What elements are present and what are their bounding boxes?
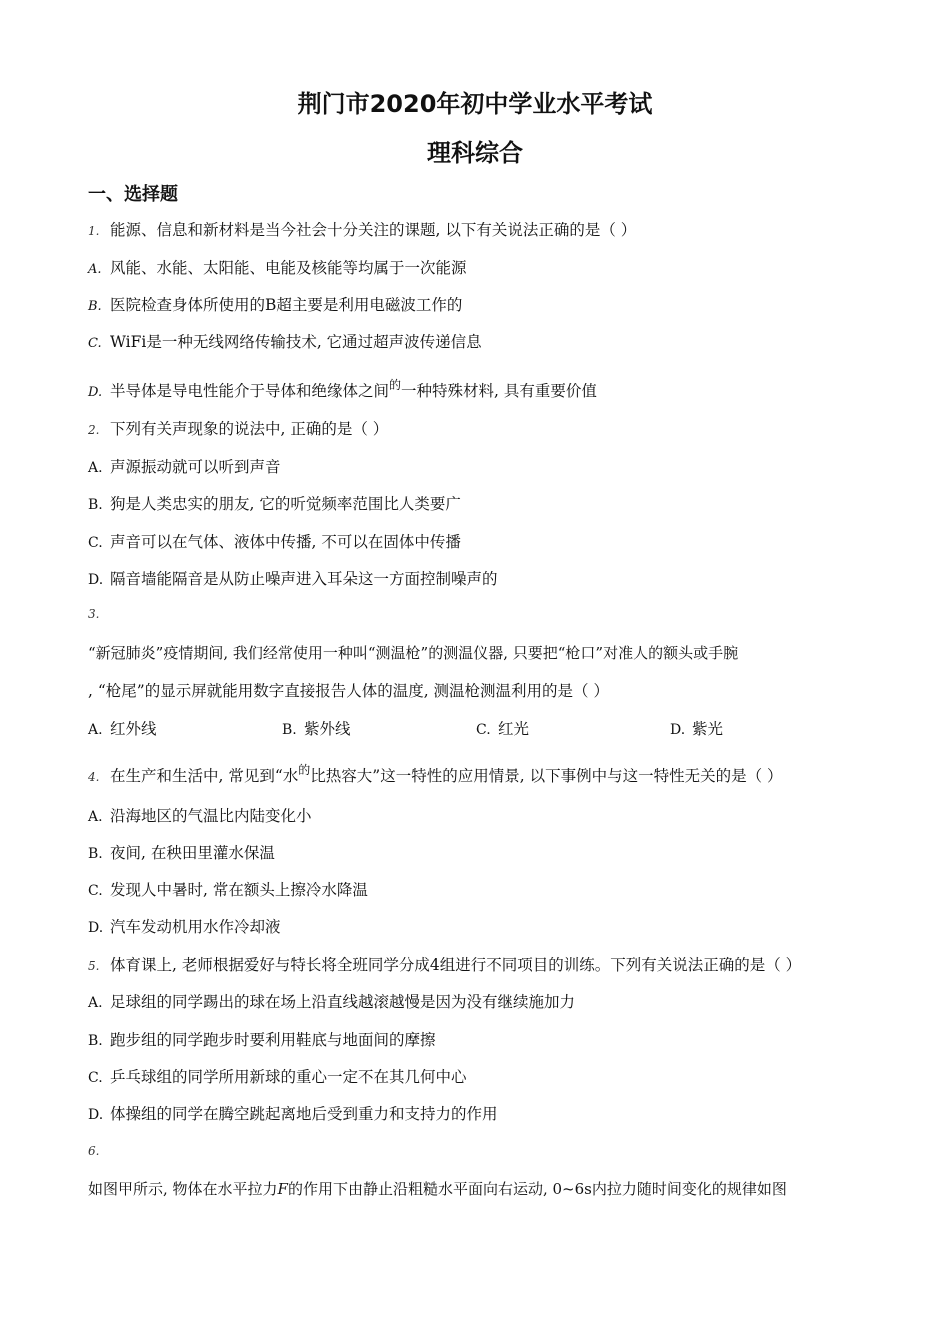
question-5-option-d: D. 体操组的同学在腾空跳起离地后受到重力和支持力的作用 (88, 1105, 498, 1123)
question-4-option-b: B. 夜间, 在秧田里灌水保温 (88, 844, 275, 862)
question-2-stem: 2. 下列有关声现象的说法中, 正确的是（ ） (88, 420, 389, 438)
question-5-stem: 5. 体育课上, 老师根据爱好与特长将全班同学分成4组进行不同项目的训练。下列有关说法正确的是（ ） (88, 956, 802, 974)
question-3-option-d: D. 紫光 (670, 720, 724, 738)
question-1-option-a: A. 风能、水能、太阳能、电能及核能等均属于一次能源 (88, 259, 467, 277)
question-2-option-b: B. 狗是人类忠实的朋友, 它的听觉频率范围比人类要广 (88, 495, 461, 513)
question-4-option-d: D. 汽车发动机用水作冷却液 (88, 918, 281, 936)
question-3-number: 3. (88, 607, 100, 621)
question-4-stem: 4. 在生产和生活中, 常见到“水$^的$比热容大”这一特性的应用情景, 以下事例中与这一特性无关的是（ ） (88, 763, 783, 785)
question-3-option-a: A. 红外线 (88, 720, 157, 738)
question-3-option-c: C. 红光 (476, 720, 530, 738)
question-4-option-a: A. 沿海地区的气温比内陆变化小 (88, 807, 312, 825)
question-1-option-b: B. 医院检查身体所使用的B超主要是利用电磁波工作的 (88, 296, 463, 314)
question-2-option-a: A. 声源振动就可以听到声音 (88, 458, 281, 476)
question-number: 5. (88, 959, 100, 973)
question-1-option-c: C. WiFi是一种无线网络传输技术, 它通过超声波传递信息 (88, 333, 482, 351)
question-3-stem-line2: , “枪尾”的显示屏就能用数字直接报告人体的温度, 测温枪测温利用的是（ ） (88, 682, 609, 700)
exam-title: 荆门市2020年初中学业水平考试 (297, 90, 653, 118)
question-4-option-c: C. 发现人中暑时, 常在额头上擦冷水降温 (88, 881, 368, 899)
question-number: 2. (88, 423, 100, 437)
question-3-stem-line1: “新冠肺炎”疫情期间, 我们经常使用一种叫“测温枪”的测温仪器, 只要把“枪口”对准人的额头或手腕 (88, 644, 739, 662)
exam-subtitle: 理科综合 (427, 139, 523, 167)
question-number: 1. (88, 224, 100, 238)
question-1-option-d: D. 半导体是导电性能介于导体和绝缘体之间$^的$一种特殊材料, 具有重要价值 (88, 378, 597, 400)
question-number: 4. (88, 770, 100, 784)
section-heading: 一、选择题 (88, 184, 178, 205)
question-5-option-c: C. 乒乓球组的同学所用新球的重心一定不在其几何中心 (88, 1068, 467, 1086)
question-5-option-b: B. 跑步组的同学跑步时要利用鞋底与地面间的摩擦 (88, 1031, 436, 1049)
question-5-option-a: A. 足球组的同学踢出的球在场上沿直线越滚越慢是因为没有继续施加力 (88, 993, 576, 1011)
question-3-option-b: B. 紫外线 (282, 720, 351, 738)
question-2-option-d: D. 隔音墙能隔音是从防止噪声进入耳朵这一方面控制噪声的 (88, 570, 498, 588)
question-6-number: 6. (88, 1144, 100, 1158)
question-1-stem: 1. 能源、信息和新材料是当今社会十分关注的课题, 以下有关说法正确的是（ ） (88, 221, 637, 239)
question-6-stem: 如图甲所示, 物体在水平拉力F的作用下由静止沿粗糙水平面向右运动, 0~6s内拉力随时间变化的规律如图 (88, 1180, 787, 1198)
question-2-option-c: C. 声音可以在气体、液体中传播, 不可以在固体中传播 (88, 533, 461, 551)
